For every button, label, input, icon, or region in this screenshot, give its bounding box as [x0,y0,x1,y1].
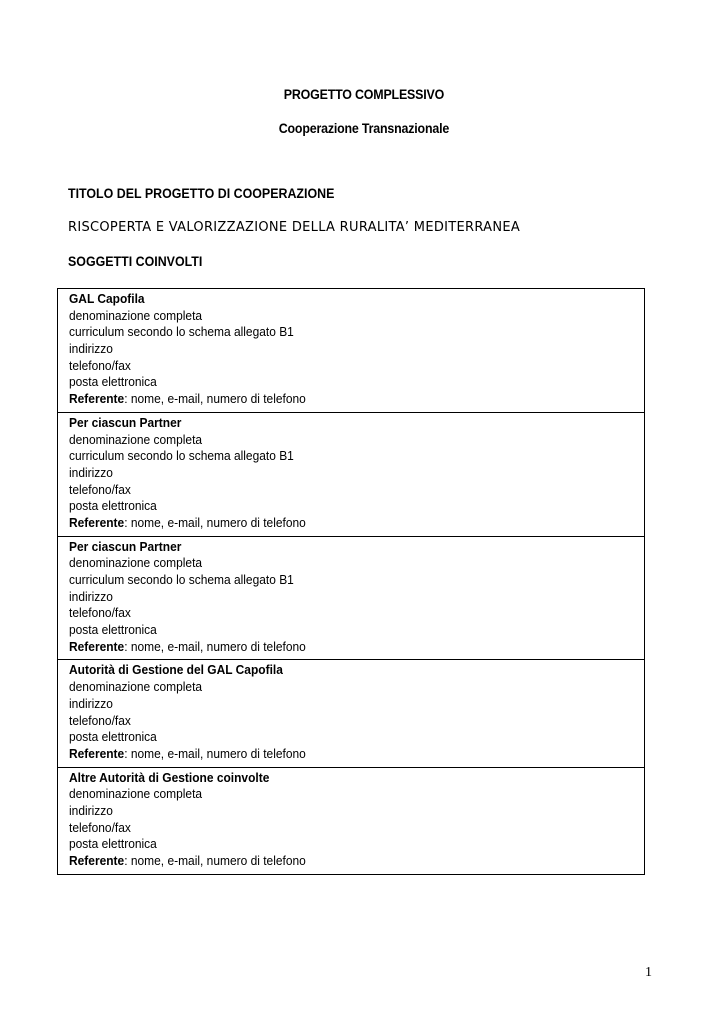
box-line: telefono/fax [69,819,131,835]
box-line: telefono/fax [69,481,131,497]
box-title: GAL Capofila [69,291,145,306]
document-subtitle: Cooperazione Transnazionale [278,121,450,136]
box-title: Per ciascun Partner [69,538,182,554]
referent-text: : nome, e-mail, numero di telefono [124,745,306,761]
project-title-heading: TITOLO DEL PROGETTO DI COOPERAZIONE [68,186,335,201]
box-line: telefono/fax [69,712,131,728]
box-line: indirizzo [69,802,113,818]
referent-text: : nome, e-mail, numero di telefono [124,638,306,654]
box-line: posta elettronica [69,836,157,852]
subjects-table [57,288,645,875]
box-line: denominazione completa [69,786,203,802]
box-line: posta elettronica [69,374,157,390]
box-line: indirizzo [69,695,113,711]
referent-text: : nome, e-mail, numero di telefono [124,391,306,407]
box-line: curriculum secondo lo schema allegato B1 [69,448,294,464]
box-referent-line [69,853,587,870]
box-line: telefono/fax [69,357,131,373]
project-name: RISCOPERTA E VALORIZZAZIONE DELLA RURALITA’ MEDITERRANEA [68,220,521,235]
box-line: curriculum secondo lo schema allegato B1 [69,324,294,340]
box-title: Altre Autorità di Gestione coinvolte [69,769,270,785]
box-line: posta elettronica [69,622,157,638]
document-title: PROGETTO COMPLESSIVO [283,87,445,102]
subject-box-other-authorities [58,768,644,875]
box-line: indirizzo [69,588,113,604]
box-referent-line [69,639,587,656]
box-line: telefono/fax [69,605,131,621]
referent-label: Referente [69,638,125,654]
box-title: Autorità di Gestione del GAL Capofila [69,662,283,678]
box-title: Per ciascun Partner [69,414,182,430]
box-line: indirizzo [69,341,113,357]
referent-label: Referente [69,514,125,530]
box-line: denominazione completa [69,679,203,695]
box-line: posta elettronica [69,729,157,745]
subjects-heading: SOGGETTI COINVOLTI [68,254,203,269]
subject-box-managing-authority-lead [58,660,644,767]
box-line: denominazione completa [69,555,203,571]
box-line: posta elettronica [69,498,157,514]
box-referent-line [69,391,587,408]
subject-box-gal-capofila [58,289,644,413]
box-line: denominazione completa [69,431,203,447]
box-referent-line [69,515,587,532]
subject-box-partner [58,537,644,661]
referent-text: : nome, e-mail, numero di telefono [124,514,306,530]
box-line: denominazione completa [69,307,203,323]
referent-label: Referente [69,853,125,868]
subject-box-partner [58,413,644,537]
box-line: curriculum secondo lo schema allegato B1 [69,572,294,587]
box-line: indirizzo [69,464,113,480]
referent-label: Referente [69,391,125,407]
page-number: 1 [645,965,652,980]
box-referent-line [69,746,587,763]
referent-text: : nome, e-mail, numero di telefono [124,853,306,868]
referent-label: Referente [69,745,125,761]
